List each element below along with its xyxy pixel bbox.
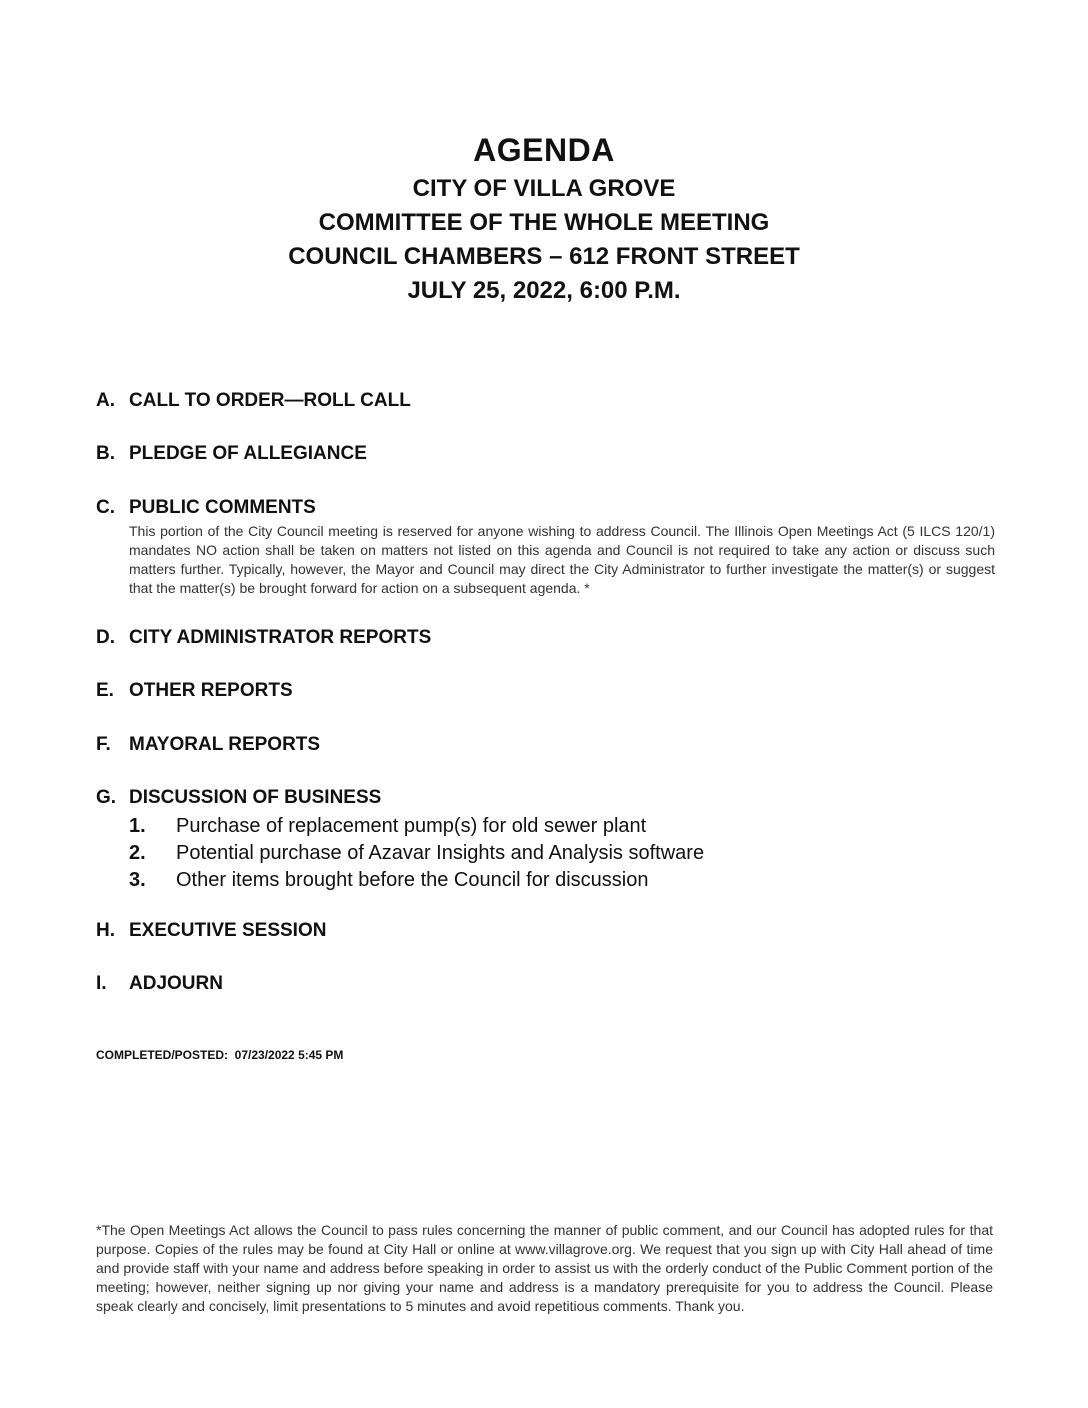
business-items-list xyxy=(129,813,996,894)
meeting-location: COUNCIL CHAMBERS – 612 FRONT STREET xyxy=(288,243,800,270)
section-pledge xyxy=(96,441,996,467)
section-adjourn xyxy=(96,971,996,997)
section-letter: G. xyxy=(96,787,117,808)
section-letter: F. xyxy=(96,734,111,755)
section-mayoral-reports xyxy=(96,732,996,758)
section-letter: D. xyxy=(96,627,115,648)
section-title: DISCUSSION OF BUSINESS xyxy=(129,787,382,808)
section-title: ADJOURN xyxy=(129,973,223,994)
section-title: PLEDGE OF ALLEGIANCE xyxy=(129,443,367,464)
item-number: 2. xyxy=(129,842,146,864)
meeting-name: COMMITTEE OF THE WHOLE MEETING xyxy=(318,209,770,236)
footnote: *The Open Meetings Act allows the Council to pass rules concerning the manner of public comment, and our Council has adopted rules for that purpose. Copies of the rules may be found at City Hall or online at www.villagrove.org. We request that you sign up with City Hall ahead of time and provide staff with your name and address before speaking in order to assist us with the orderly conduct of the Public Comment portion of the meeting; however, neither signing up nor giving your name and address is a mandatory prerequisite for you to address the Council. Please speak clearly and concisely, limit presentations to 5 minutes and avoid repetitious comments. Thank you. xyxy=(96,1222,993,1314)
agenda-header xyxy=(0,128,1088,308)
section-title: PUBLIC COMMENTS xyxy=(129,497,316,518)
agenda-title: AGENDA xyxy=(473,132,615,168)
item-number: 1. xyxy=(129,815,146,837)
item-text: Other items brought before the Council for discussion xyxy=(176,869,649,891)
item-text: Purchase of replacement pump(s) for old sewer plant xyxy=(176,815,647,837)
public-comments-description: This portion of the City Council meeting is reserved for anyone wishing to address Council. The Illinois Open Meetings Act (5 ILCS 120/1) mandates NO action shall be taken on matters not listed on this agenda and Council is not required to take any action or discuss such matters further. Typically, however, the Mayor and Council may direct the City Administrator to further investigate the matter(s) or suggest that the matter(s) be brought forward for action on a subsequent agenda. * xyxy=(129,523,995,596)
posted-timestamp: COMPLETED/POSTED: 07/23/2022 5:45 PM xyxy=(96,1048,344,1062)
section-public-comments xyxy=(96,495,996,598)
section-title: CITY ADMINISTRATOR REPORTS xyxy=(129,627,432,648)
list-item xyxy=(129,813,996,840)
section-letter: I. xyxy=(96,973,107,994)
item-text: Potential purchase of Azavar Insights and Analysis software xyxy=(176,842,705,864)
section-letter: C. xyxy=(96,497,115,518)
section-discussion-of-business xyxy=(96,785,996,894)
meeting-datetime: JULY 25, 2022, 6:00 P.M. xyxy=(407,277,681,304)
item-number: 3. xyxy=(129,869,146,891)
section-letter: B. xyxy=(96,443,115,464)
section-letter: H. xyxy=(96,920,115,941)
section-letter: E. xyxy=(96,680,114,701)
section-city-administrator-reports xyxy=(96,625,996,651)
section-title: CALL TO ORDER—ROLL CALL xyxy=(129,390,411,411)
section-title: OTHER REPORTS xyxy=(129,680,293,701)
section-letter: A. xyxy=(96,390,115,411)
city-name: CITY OF VILLA GROVE xyxy=(412,175,676,202)
section-title: MAYORAL REPORTS xyxy=(129,734,321,755)
section-executive-session xyxy=(96,918,996,944)
section-call-to-order xyxy=(96,388,996,414)
list-item xyxy=(129,867,996,894)
section-other-reports xyxy=(96,678,996,704)
section-title: EXECUTIVE SESSION xyxy=(129,920,327,941)
list-item xyxy=(129,840,996,867)
